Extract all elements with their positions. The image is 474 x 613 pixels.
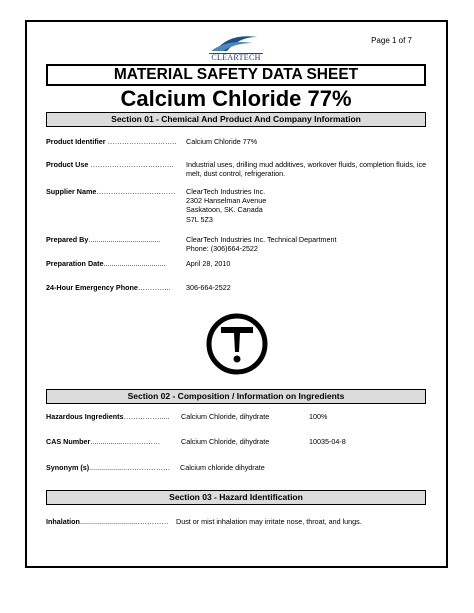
section-02-heading: Section 02 - Composition / Information on Ingredients bbox=[46, 389, 426, 404]
wave-logo-icon bbox=[205, 31, 267, 55]
product-identifier-label: Product Identifier bbox=[46, 137, 106, 146]
inhalation-label: Inhalation bbox=[46, 517, 80, 526]
emergency-phone-label: 24-Hour Emergency Phone bbox=[46, 283, 138, 292]
synonym-label: Synonym (s) bbox=[46, 463, 90, 472]
cas-number-value: 10035-04-8 bbox=[309, 437, 346, 446]
leader-dots: ……………..... bbox=[123, 412, 170, 421]
cleartech-logo bbox=[205, 31, 267, 67]
leader-dots: ...................……………… bbox=[89, 463, 171, 472]
synonym-value: Calcium chloride dihydrate bbox=[180, 463, 265, 472]
product-identifier-value: Calcium Chloride 77% bbox=[186, 137, 258, 146]
preparation-date-label: Preparation Date bbox=[46, 259, 104, 268]
product-use-label: Product Use bbox=[46, 160, 89, 169]
page-number: Page 1 of 7 bbox=[371, 36, 412, 45]
emergency-phone-value: 306-664-2522 bbox=[186, 283, 231, 292]
preparation-date-value: April 28, 2010 bbox=[186, 259, 231, 268]
leader-dots: …………………………….. bbox=[88, 160, 174, 169]
document-title: MATERIAL SAFETY DATA SHEET bbox=[46, 64, 426, 86]
leader-dots: .................…………… bbox=[90, 437, 161, 446]
leader-dots: ............................... bbox=[103, 259, 166, 268]
hazardous-ingredients-label: Hazardous Ingredients bbox=[46, 412, 124, 421]
supplier-address: ClearTech Industries Inc. 2302 Hanselman Avenue Saskatoon, SK. Canada S7L 5Z3 bbox=[186, 187, 267, 224]
whmis-hazard-icon bbox=[205, 312, 269, 376]
ingredient-percent: 100% bbox=[309, 412, 328, 421]
prepared-by-label: Prepared By bbox=[46, 235, 89, 244]
cas-number-label: CAS Number bbox=[46, 437, 91, 446]
product-use-value: Industrial uses, drilling mud additives, workover fluids, completion fluids, ice melt, dust control, refrigeration. bbox=[186, 160, 427, 179]
leader-dots: ………….. bbox=[137, 283, 171, 292]
product-name: Calcium Chloride 77% bbox=[120, 86, 352, 111]
prepared-by-value: ClearTech Industries Inc. Technical Department Phone: (306)664-2522 bbox=[186, 235, 337, 254]
leader-dots: …………………………… bbox=[96, 187, 176, 196]
supplier-name-label: Supplier Name bbox=[46, 187, 97, 196]
cas-ingredient-value: Calcium Chloride, dihydrate bbox=[181, 437, 270, 446]
inhalation-value: Dust or mist inhalation may irritate nose, throat, and lungs. bbox=[176, 517, 362, 526]
leader-dots: .................................... bbox=[88, 235, 161, 244]
section-03-heading: Section 03 - Hazard Identification bbox=[46, 490, 426, 505]
logo-brand-text: CLEARTECH bbox=[211, 53, 261, 62]
leader-dots: ..............................………… bbox=[79, 517, 169, 526]
section-01-heading: Section 01 - Chemical And Product And Company Information bbox=[46, 112, 426, 127]
hazardous-ingredients-value: Calcium Chloride, dihydrate bbox=[181, 412, 270, 421]
leader-dots: ……………………….. bbox=[105, 137, 177, 146]
